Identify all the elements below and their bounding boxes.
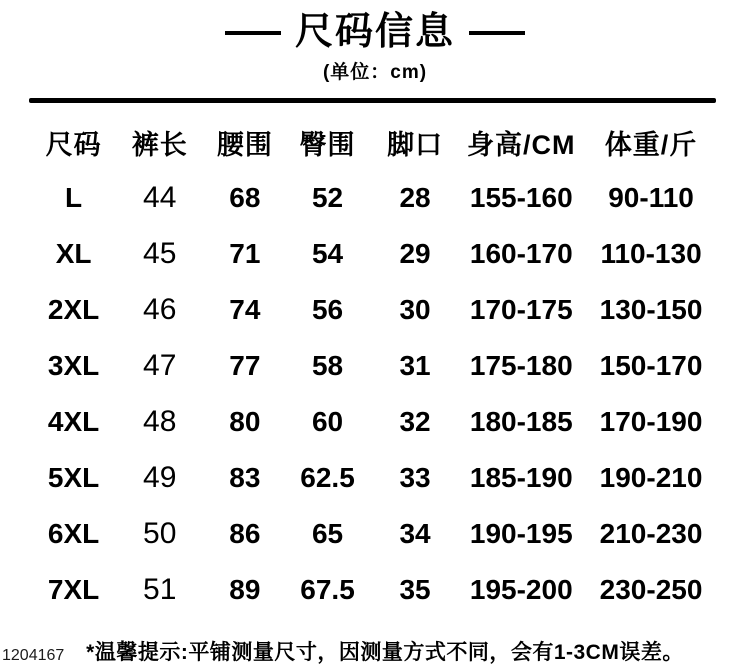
measurement-cell: 67.5 [300, 574, 355, 605]
size-label-cell: 4XL [47, 406, 100, 437]
divider-line [29, 98, 716, 103]
size-label-cell: 6XL [47, 518, 100, 549]
table-row [30, 394, 722, 450]
size-table [30, 114, 722, 618]
measurement-cell: 110-130 [600, 238, 702, 269]
measurement-cell: 28 [399, 182, 431, 213]
measurement-cell: 185-190 [469, 462, 573, 493]
column-header: 臀围 [299, 129, 356, 160]
measurement-cell: 170-175 [469, 294, 573, 325]
measurement-cell: 170-190 [599, 406, 703, 437]
measurement-cell: 65 [311, 518, 344, 549]
measurement-cell: 230-250 [599, 574, 703, 605]
size-label-cell: XL [55, 238, 92, 269]
title-right-dash [469, 31, 525, 35]
table-row [30, 506, 722, 562]
size-table-header-row [30, 114, 722, 170]
measurement-cell: 56 [311, 294, 344, 325]
size-label-cell: 7XL [47, 574, 100, 605]
measurement-cell: 86 [229, 518, 261, 549]
table-row [30, 282, 722, 338]
measurement-cell: 51 [143, 573, 177, 606]
column-header: 脚口 [387, 129, 444, 160]
measurement-cell: 34 [399, 518, 431, 549]
column-header: 体重/斤 [604, 129, 698, 160]
measurement-cell: 58 [311, 350, 344, 381]
measurement-cell: 150-170 [599, 350, 703, 381]
measurement-cell: 46 [143, 293, 177, 326]
measurement-cell: 60 [311, 406, 344, 437]
measurement-cell: 190-210 [599, 462, 703, 493]
watermark-number: 1204167 [2, 647, 65, 664]
measurement-cell: 195-200 [469, 574, 573, 605]
table-row [30, 338, 722, 394]
measurement-cell: 45 [143, 237, 177, 270]
measurement-cell: 190-195 [469, 518, 573, 549]
measurement-cell: 33 [399, 462, 431, 493]
measurement-cell: 44 [143, 181, 177, 214]
measurement-cell: 155-160 [469, 182, 573, 213]
size-label-cell: 3XL [47, 350, 100, 381]
measurement-cell: 49 [143, 461, 177, 494]
measurement-cell: 180-185 [469, 406, 573, 437]
size-table-body [30, 170, 722, 618]
size-label-cell: L [65, 182, 83, 213]
column-header: 裤长 [131, 129, 188, 160]
measurement-cell: 62.5 [300, 462, 355, 493]
unit-note: (单位：cm) [322, 62, 428, 83]
table-row [30, 450, 722, 506]
measurement-cell: 48 [143, 405, 177, 438]
table-row [30, 226, 722, 282]
measurement-cell: 160-170 [469, 238, 573, 269]
page-title-row [0, 12, 750, 54]
title-left-dash [225, 31, 281, 35]
size-label-cell: 2XL [47, 294, 100, 325]
measurement-cell: 47 [143, 349, 177, 382]
measurement-cell: 52 [311, 182, 344, 213]
measurement-cell: 32 [399, 406, 431, 437]
measurement-cell: 89 [229, 574, 261, 605]
measurement-cell: 29 [399, 238, 431, 269]
column-header: 腰围 [216, 129, 273, 160]
measurement-cell: 90-110 [608, 182, 694, 213]
table-row [30, 170, 722, 226]
measurement-cell: 210-230 [599, 518, 703, 549]
measurement-cell: 74 [229, 294, 261, 325]
measurement-cell: 50 [143, 517, 177, 550]
column-header: 尺码 [45, 129, 102, 160]
measurement-cell: 31 [399, 350, 431, 381]
measurement-cell: 71 [229, 238, 261, 269]
column-header: 身高/CM [467, 129, 576, 160]
measurement-cell: 80 [229, 406, 261, 437]
size-label-cell: 5XL [47, 462, 100, 493]
measurement-cell: 83 [229, 462, 261, 493]
measurement-cell: 175-180 [469, 350, 573, 381]
footnote: *温馨提示:平铺测量尺寸，因测量方式不同，会有1-3CM误差。 [86, 641, 684, 664]
measurement-cell: 130-150 [599, 294, 703, 325]
measurement-cell: 54 [311, 238, 344, 269]
table-row [30, 562, 722, 618]
measurement-cell: 30 [399, 294, 431, 325]
measurement-cell: 35 [399, 574, 431, 605]
measurement-cell: 77 [229, 350, 261, 381]
page-title: 尺码信息 [294, 11, 455, 53]
measurement-cell: 68 [229, 182, 261, 213]
